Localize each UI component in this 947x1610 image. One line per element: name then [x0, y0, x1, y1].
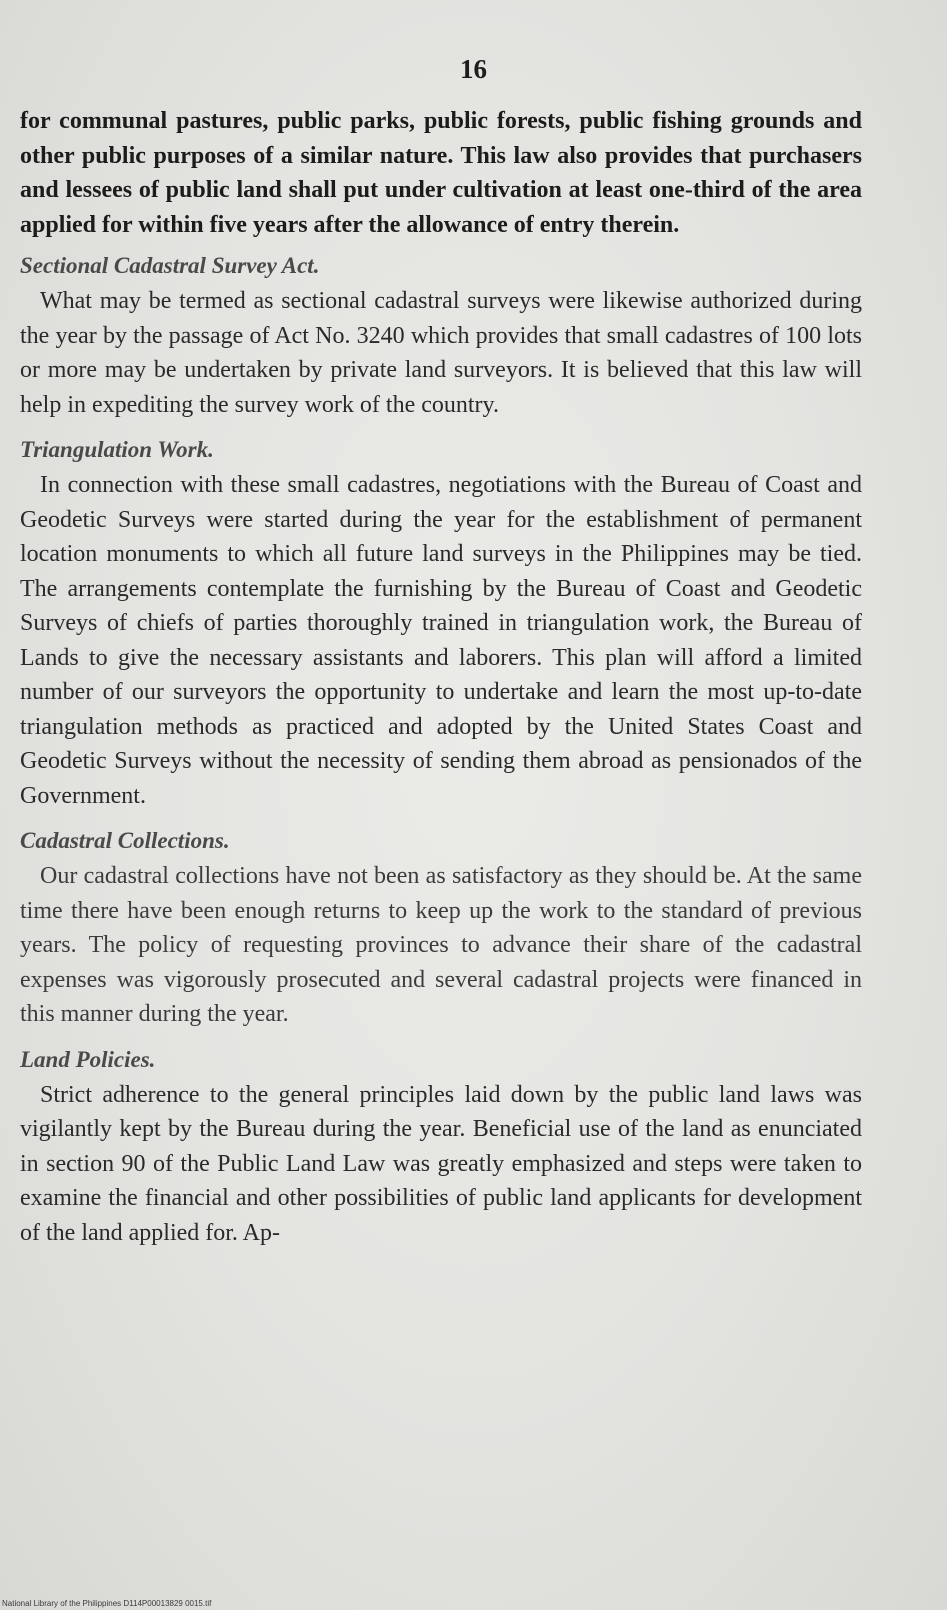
page-number: 16: [460, 54, 487, 84]
body-text: [20, 104, 862, 1250]
paragraph-cadastral-collections: Our cadastral collections have not been as satisfactory as they should be. At the same time there have been enough returns to keep up the work to the standard of previous years. The policy of requesting provinces to advance their share of the cadastral expenses was vigorously prosecuted and several cadastral projects were financed in this manner during the year.: [20, 863, 862, 1027]
scan-footer-note: National Library of the Philippines D114P00013829 0015.tif: [2, 1599, 212, 1608]
heading-cadastral-collections: Cadastral Collections.: [20, 828, 230, 853]
paragraph-sectional-cadastral-surveys: What may be termed as sectional cadastral surveys were likewise authorized during the year by the passage of Act No. 3240 which provides that small cadastres of 100 lots or more may be undertaken by private land surveyors. It is believed that this law will help in expediting the survey work of the country.: [20, 288, 862, 418]
paragraph-communal-pastures: for communal pastures, public parks, public forests, public fishing grounds and other public purposes of a similar nature. This law also provides that purchasers and lessees of public land shall put under cultivation at least one-third of the area applied for within five years after the allowance of entry therein.: [20, 108, 862, 238]
paragraph-triangulation-work: In connection with these small cadastres, negotiations with the Bureau of Coast and Geodetic Surveys were started during the year for the establishment of permanent location monuments to which all future land surveys in the Philippines may be tied. The arrangements contemplate the furnishing by the Bureau of Coast and Geodetic Surveys of chiefs of parties thoroughly trained in triangulation work, the Bureau of Lands to give the necessary assistants and laborers. This plan will afford a limited number of our surveyors the opportunity to undertake and learn the most up-to-date triangulation methods as practiced and adopted by the United States Coast and Geodetic Surveys without the necessity of sending them abroad as pensionados of the Government.: [20, 472, 862, 809]
heading-sectional-cadastral-survey-act: Sectional Cadastral Survey Act.: [20, 253, 320, 278]
paragraph-land-policies: Strict adherence to the general principles laid down by the public land laws was vigilantly kept by the Bureau during the year. Beneficial use of the land as enunciated in section 90 of the Public Land Law was greatly emphasized and steps were taken to examine the financial and other possibilities of public land applicants for development of the land applied for. Ap-: [20, 1081, 862, 1246]
heading-land-policies: Land Policies.: [20, 1046, 156, 1072]
heading-triangulation-work: Triangulation Work.: [20, 437, 214, 462]
